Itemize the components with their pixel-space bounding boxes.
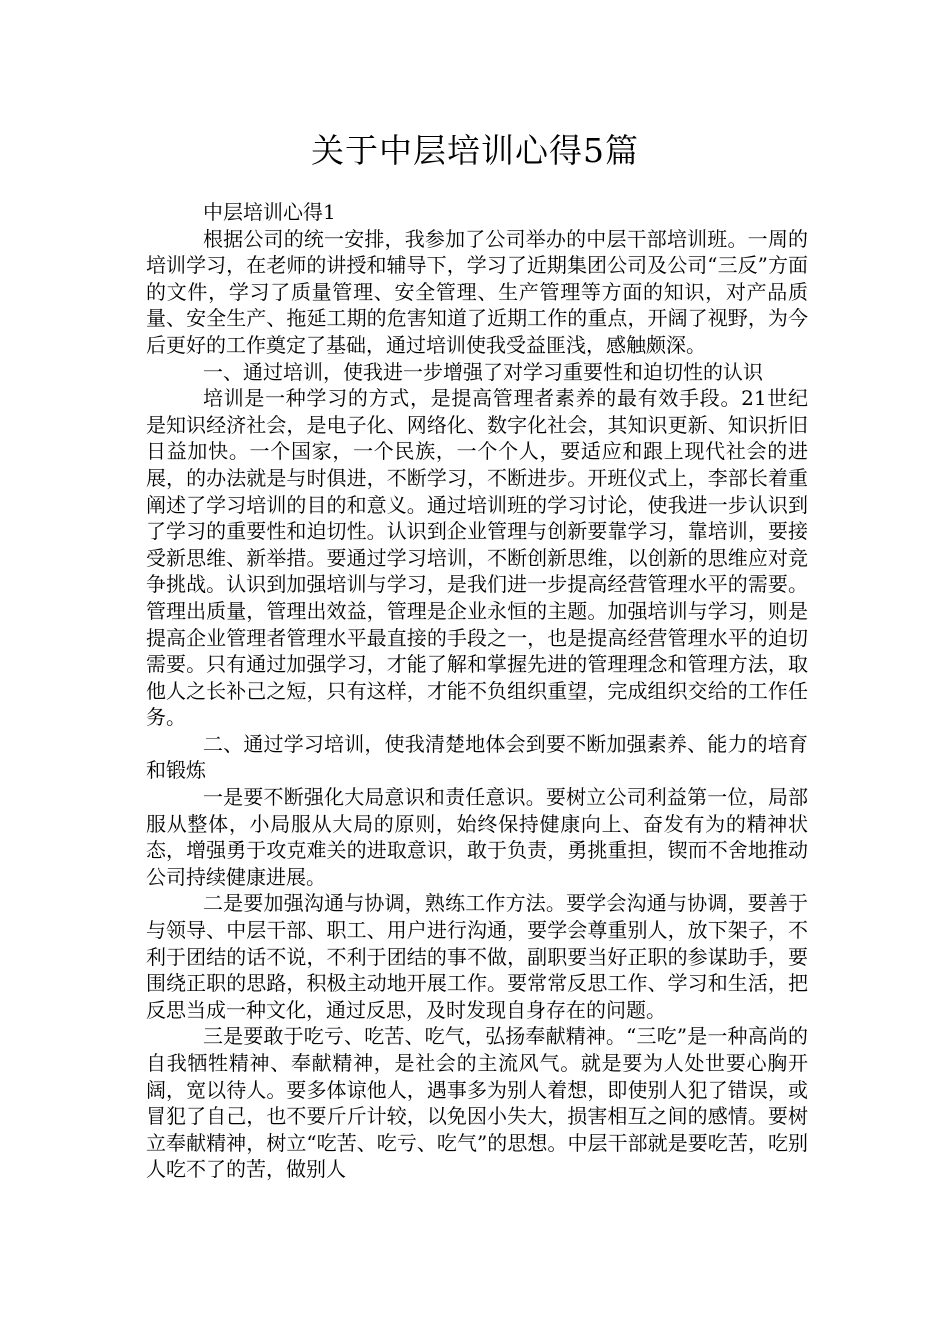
paragraph: 根据公司的统一安排，我参加了公司举办的中层干部培训班。一周的培训学习，在老师的讲授和辅导下，学习了近期集团公司及公司“三反”方面的文件，学习了质量管理、安全管理、生产管理等方面的知识，对产品质量、安全生产、拖延工期的危害知道了近期工作的重点，开阔了视野，为今后更好的工作奠定了基础，通过培训使我受益匪浅，感触颇深。 (146, 226, 808, 357)
section-heading: 二、通过学习培训，使我清楚地体会到要不断加强素养、能力的培育和锻炼 (146, 731, 808, 783)
paragraph: 三是要敢于吃亏、吃苦、吃气，弘扬奉献精神。“三吃”是一种高尚的自我牺牲精神、奉献精神，是社会的主流风气。就是要为人处世要心胸开阔，宽以待人。要多体谅他人，遇事多为别人着想，即使别人犯了错误，或冒犯了自己，也不要斤斤计较，以免因小失大，损害相互之间的感情。要树立奉献精神，树立“吃苦、吃亏、吃气”的思想。中层干部就是要吃苦，吃别人吃不了的苦，做别人 (146, 1024, 808, 1182)
document-body (146, 199, 808, 1183)
section-heading: 一、通过培训，使我进一步增强了对学习重要性和迫切性的认识 (203, 359, 763, 384)
section-heading: 中层培训心得1 (203, 200, 336, 224)
paragraph: 培训是一种学习的方式，是提高管理者素养的最有效手段。21世纪是知识经济社会，是电子化、网络化、数字化社会，其知识更新、知识折旧日益加快。一个国家，一个民族，一个个人，要适应和跟上现代社会的进展，的办法就是与时俱进，不断学习，不断进步。开班仪式上，李部长着重阐述了学习培训的目的和意义。通过培训班的学习讨论，使我进一步认识到了学习的重要性和迫切性。认识到企业管理与创新要靠学习，靠培训，要接受新思维、新举措。要通过学习培训，不断创新思维，以创新的思维应对竞争挑战。认识到加强培训与学习，是我们进一步提高经营管理水平的需要。管理出质量，管理出效益，管理是企业永恒的主题。加强培训与学习，则是提高企业管理者管理水平最直接的手段之一，也是提高经营管理水平的迫切需要。只有通过加强学习，才能了解和掌握先进的管理理念和管理方法，取他人之长补己之短，只有这样，才能不负组织重望，完成组织交给的工作任务。 (146, 386, 808, 730)
document-title: 关于中层培训心得5篇 (311, 131, 639, 170)
paragraph: 二是要加强沟通与协调，熟练工作方法。要学会沟通与协调，要善于与领导、中层干部、职工、用户进行沟通，要学会尊重别人，放下架子，不利于团结的话不说，不利于团结的事不做，副职要当好正职的参谋助手，要围绕正职的思路，积极主动地开展工作。要常常反思工作、学习和生活，把反思当成一种文化，通过反思，及时发现自身存在的问题。 (146, 891, 808, 1022)
paragraph: 一是要不断强化大局意识和责任意识。要树立公司利益第一位，局部服从整体，小局服从大局的原则，始终保持健康向上、奋发有为的精神状态，增强勇于攻克难关的进取意识，敢于负责，勇挑重担，锲而不舍地推动公司持续健康进展。 (146, 785, 808, 889)
